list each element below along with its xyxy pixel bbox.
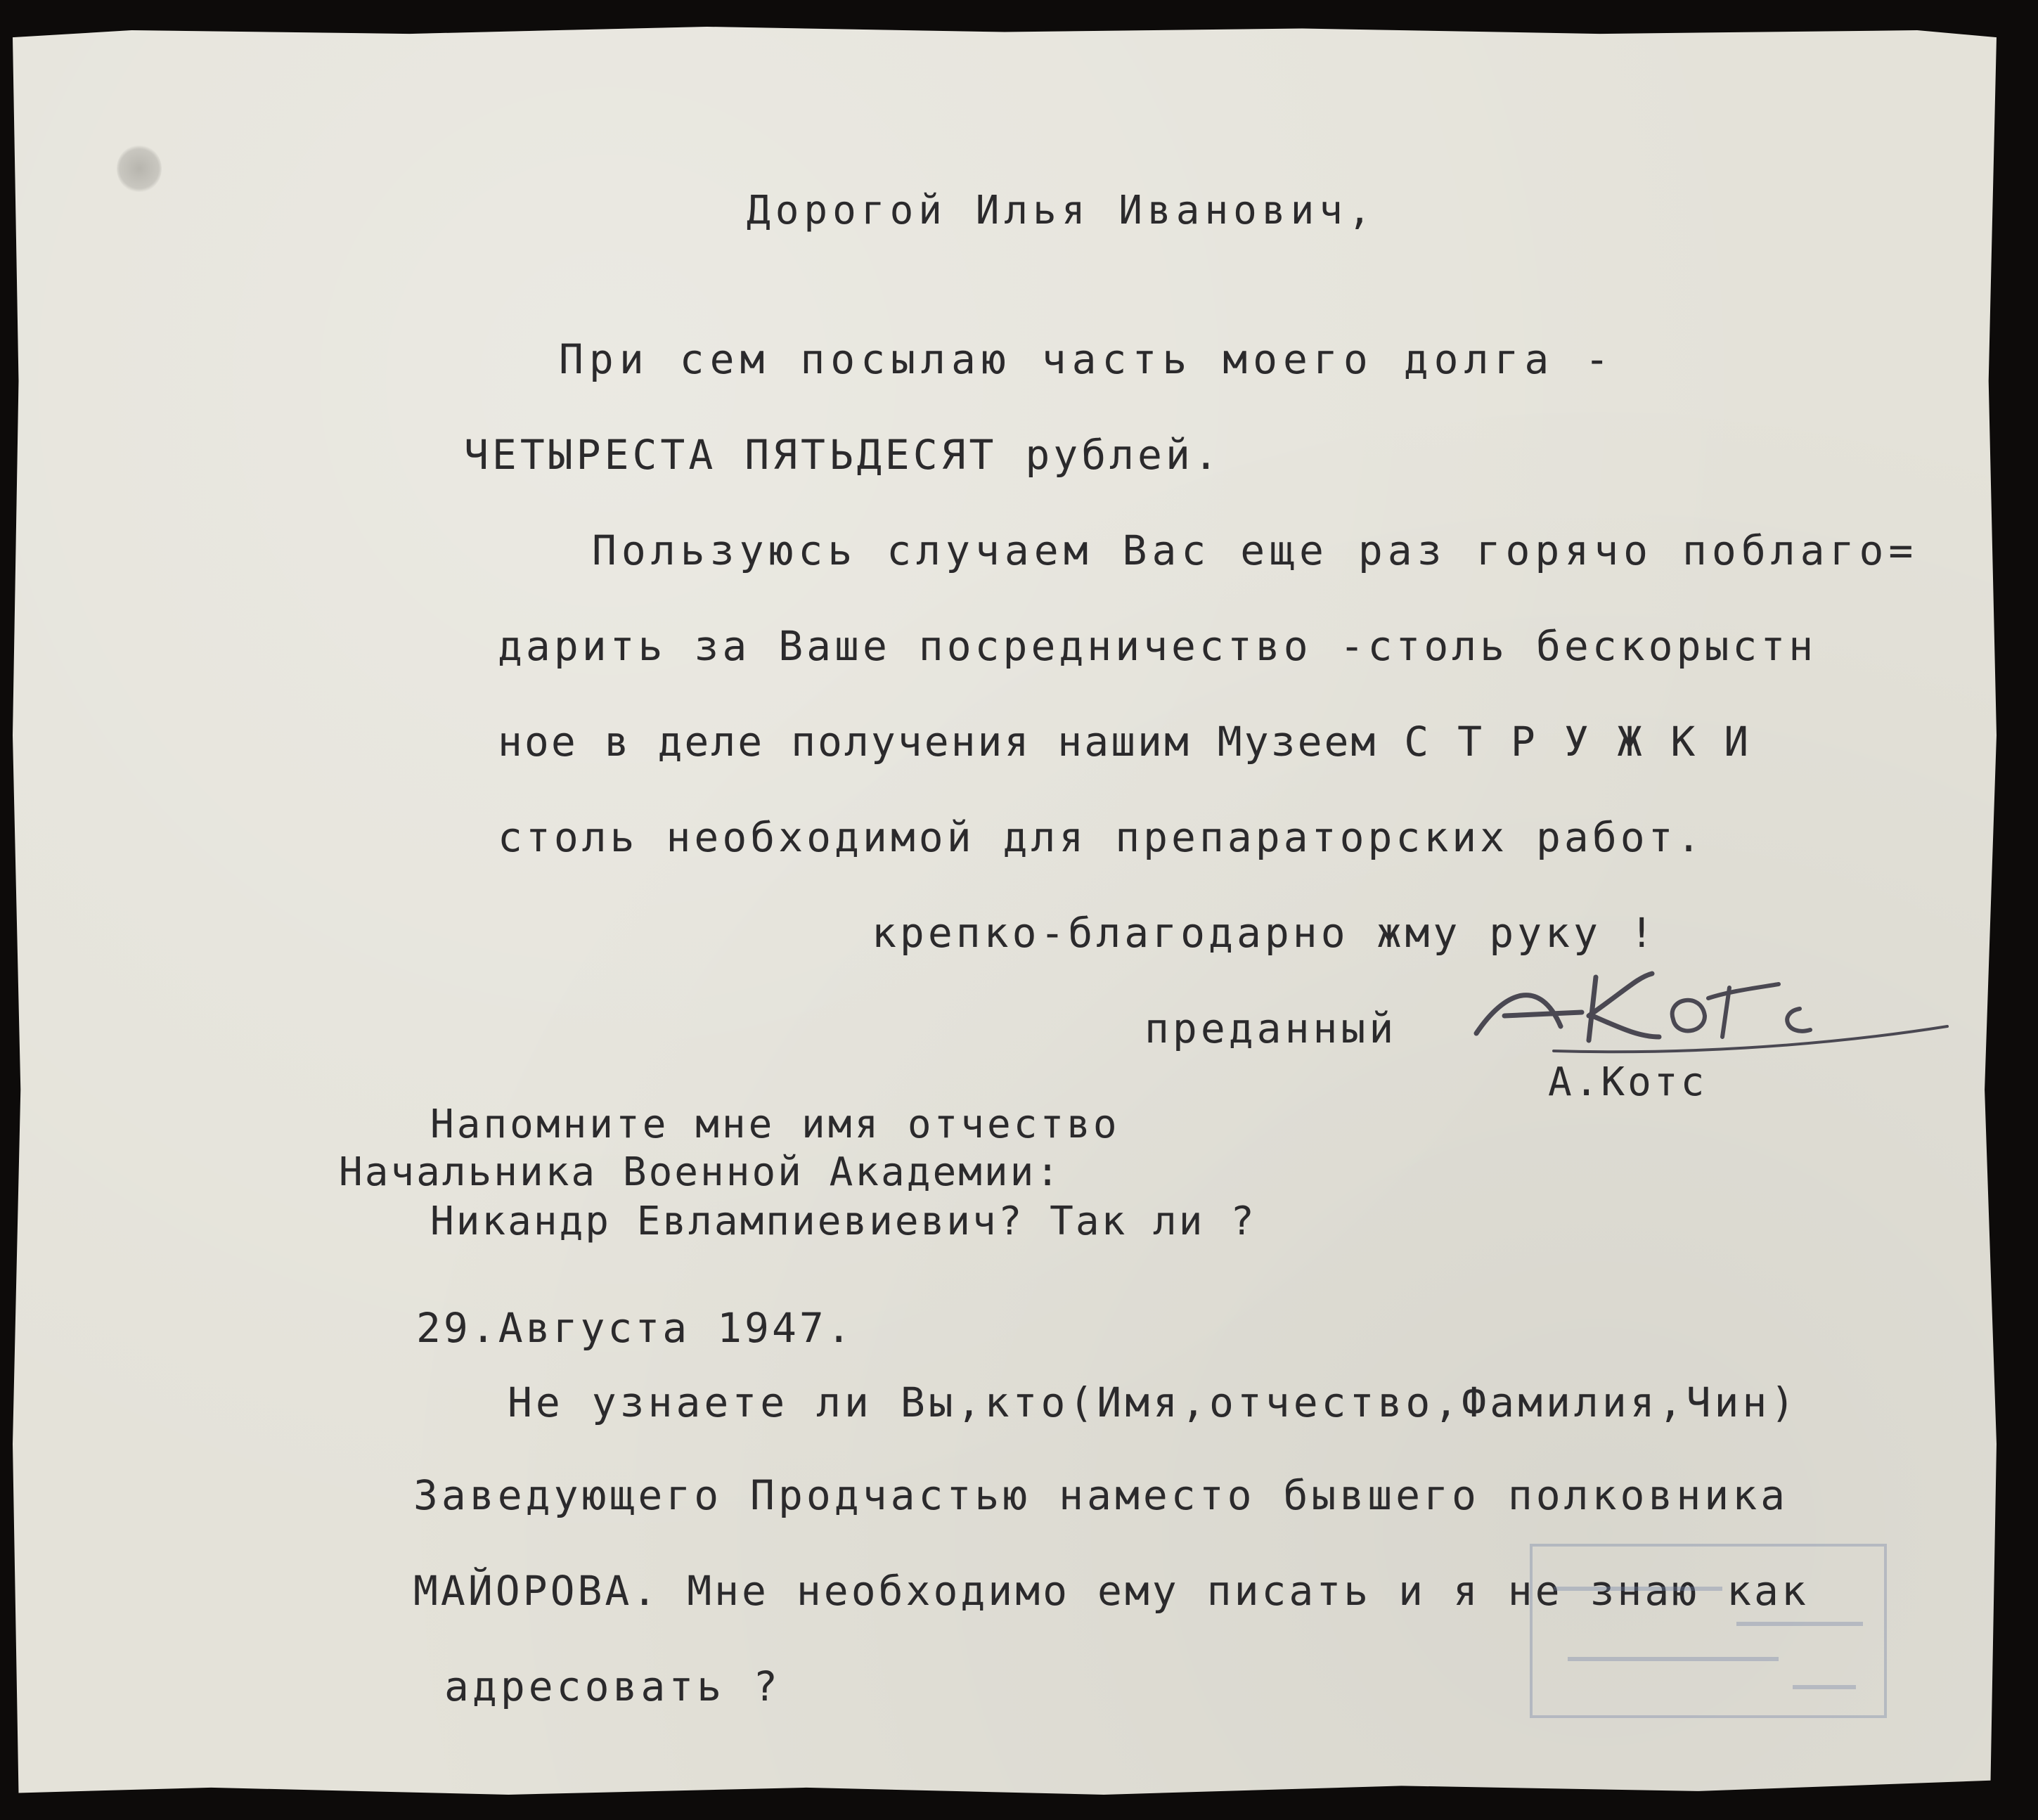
followup-line-1: Не узнаете ли Вы,кто(Имя,отчество,Фамилия,Чин) <box>508 1379 1799 1426</box>
body-line-2: ЧЕТЫРЕСТА ПЯТЬДЕСЯТ рублей. <box>464 431 1222 479</box>
signature-name: А.Котс <box>1548 1059 1708 1105</box>
postscript-line-2: Начальника Военной Академии: <box>339 1149 1062 1195</box>
closing-line: крепко-благодарно жму руку ! <box>872 909 1658 957</box>
postscript-line-1: Напомните мне имя отчество <box>430 1102 1120 1147</box>
body-line-4: дарить за Ваше посредничество -столь бескорыстн <box>498 622 1817 670</box>
body-line-5: ное в деле получения нашим Музеем С Т Р У Ж К И <box>498 718 1751 766</box>
handwritten-signature <box>1462 949 1954 1069</box>
date: 29.Августа 1947. <box>416 1304 854 1352</box>
postscript-line-3: Никандр Евлампиевиевич? Так ли ? <box>430 1199 1256 1244</box>
faded-archive-stamp <box>1526 1540 1891 1722</box>
followup-line-3: МАЙОРОВА. Мне необходимо ему писать и я не знаю как <box>413 1567 1809 1615</box>
punch-hole <box>117 145 162 193</box>
valediction: преданный <box>1144 1005 1398 1052</box>
followup-line-2: Заведующего Продчастью наместо бывшего полковника <box>413 1471 1789 1519</box>
body-line-3: Пользуюсь случаем Вас еще раз горячо поблаго= <box>592 527 1918 574</box>
body-line-6: столь необходимой для препараторских работ. <box>498 813 1705 861</box>
body-line-1: При сем посылаю часть моего долга - <box>559 335 1615 383</box>
salutation: Дорогой Илья Иванович, <box>747 188 1376 233</box>
followup-line-4: адресовать ? <box>444 1663 782 1710</box>
